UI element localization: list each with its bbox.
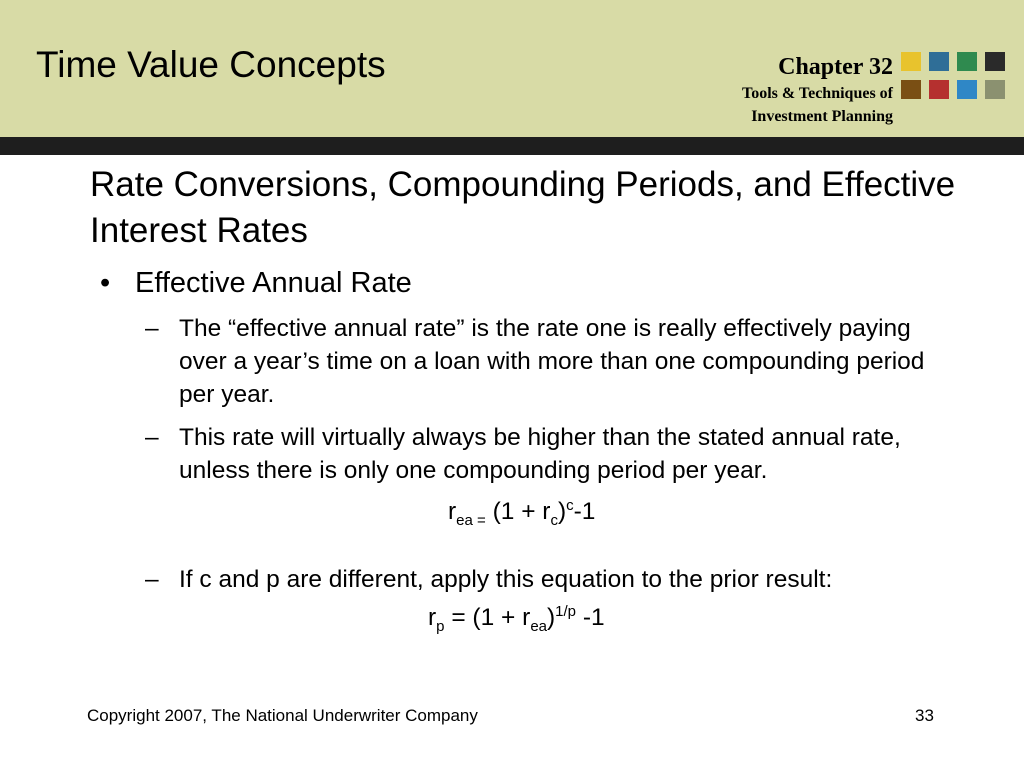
- color-square: [957, 52, 977, 71]
- book-title-line2: Investment Planning: [751, 108, 893, 125]
- formula-part: = (1 + r: [444, 604, 531, 632]
- dash-marker: –: [145, 566, 159, 593]
- color-square: [985, 52, 1005, 71]
- sub-bullet-text: This rate will virtually always be higher than the stated annual rate, unless there is only one compounding period per year.: [179, 424, 901, 484]
- sub-bullet-text: If c and p are different, apply this equation to the prior result:: [179, 566, 833, 593]
- formula-part: -1: [573, 498, 596, 526]
- footer-copyright: Copyright 2007, The National Underwriter Company: [87, 706, 478, 725]
- chapter-block: [742, 52, 893, 128]
- color-square: [957, 80, 977, 99]
- formula-part: (1 + r: [485, 498, 551, 526]
- bullet-dot: •: [100, 267, 111, 299]
- formula-part: ): [557, 498, 567, 526]
- dash-marker: –: [145, 315, 159, 342]
- formula-subscript: p: [436, 618, 445, 636]
- chapter-label: Chapter 32: [778, 54, 893, 80]
- dash-marker: –: [145, 424, 159, 451]
- bullet-effective-annual-rate: [100, 265, 412, 301]
- formula-part: ): [547, 604, 556, 632]
- formula-r: r: [428, 604, 437, 632]
- color-squares-logo: [901, 52, 1005, 102]
- formula-superscript: 1/p: [555, 603, 577, 620]
- bullet-text: Effective Annual Rate: [135, 267, 412, 299]
- page-number: 33: [915, 706, 934, 725]
- formula-superscript: c: [566, 497, 574, 514]
- color-square: [929, 52, 949, 71]
- color-square: [929, 80, 949, 99]
- sub-bullet-different-periods: [145, 563, 960, 596]
- sub-bullet-text: The “effective annual rate” is the rate one is really effectively paying over a year’s time on a loan with more than one compounding period per year.: [179, 315, 925, 408]
- header-divider: [0, 137, 1024, 155]
- formula-part: -1: [576, 604, 605, 632]
- formula-effective-rate: [448, 497, 595, 529]
- color-square: [901, 80, 921, 99]
- formula-subscript: ea: [530, 618, 547, 636]
- formula-period-rate: [428, 603, 605, 635]
- formula-subscript: c: [550, 512, 558, 530]
- sub-bullet-definition: [145, 312, 960, 411]
- color-square: [901, 52, 921, 71]
- slide-title: Rate Conversions, Compounding Periods, and Effective Interest Rates: [90, 165, 956, 250]
- sub-bullet-higher-rate: [145, 421, 960, 487]
- header-title: Time Value Concepts: [36, 44, 386, 85]
- slide-header: [0, 0, 1024, 137]
- formula-r: r: [448, 498, 457, 526]
- book-title-line1: Tools & Techniques of: [741, 85, 893, 102]
- formula-subscript: ea =: [456, 512, 486, 530]
- color-square: [985, 80, 1005, 99]
